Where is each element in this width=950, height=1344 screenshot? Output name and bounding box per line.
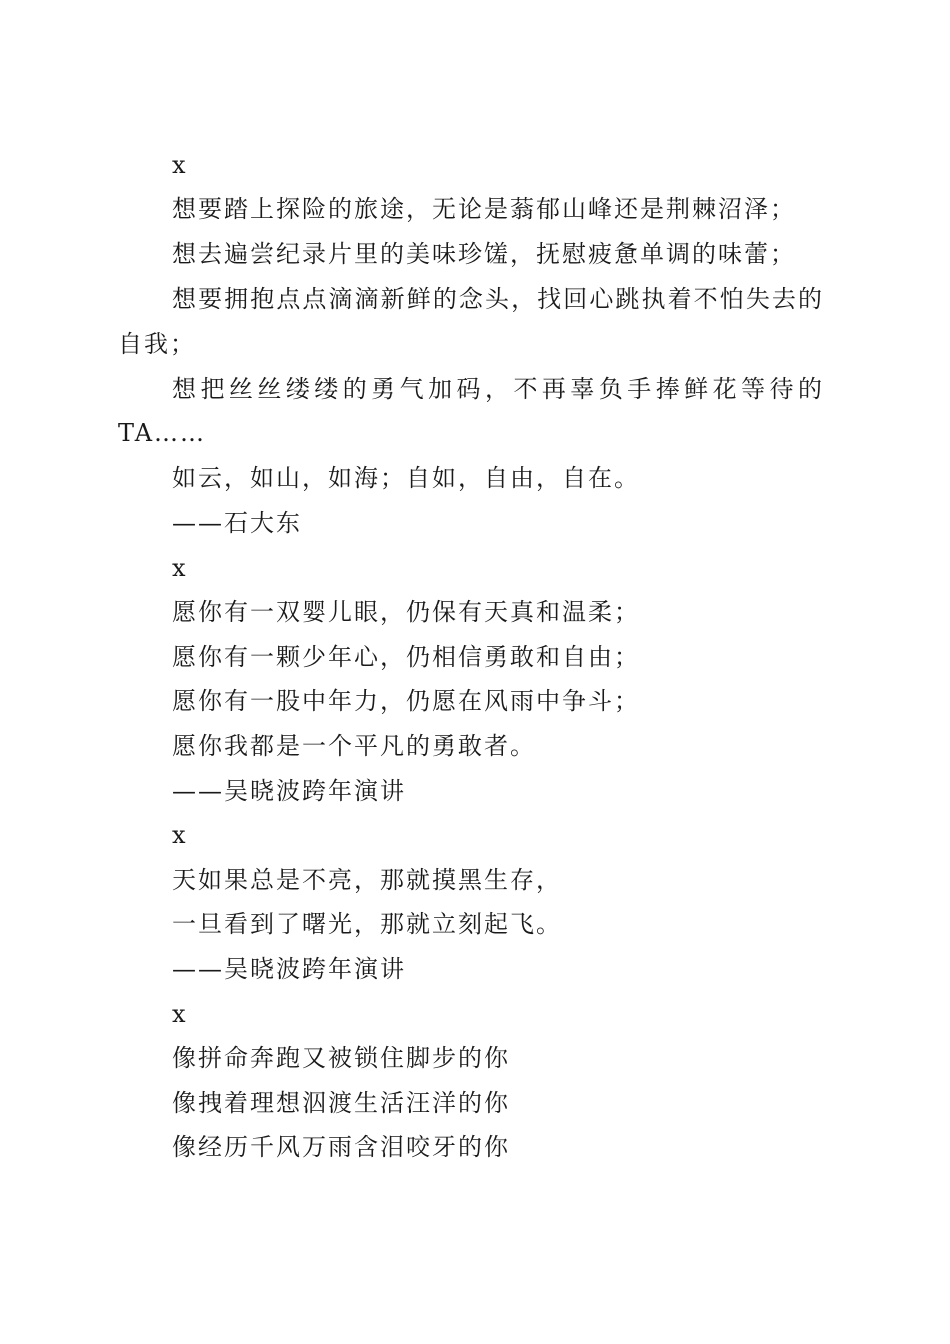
- text-line: 像经历千风万雨含泪咬牙的你: [172, 1133, 510, 1161]
- section-separator: x: [172, 821, 188, 849]
- text-line: 愿你有一双婴儿眼，仍保有天真和温柔；: [172, 598, 640, 626]
- text-line: 愿你有一颗少年心，仍相信勇敢和自由；: [172, 643, 640, 671]
- section-separator: x: [172, 1000, 188, 1028]
- text-line: 一旦看到了曙光，那就立刻起飞。: [172, 910, 562, 938]
- text-line: 想把丝丝缕缕的勇气加码，不再辜负手捧鲜花等待的: [172, 375, 822, 403]
- text-line: 像拼命奔跑又被锁住脚步的你: [172, 1044, 510, 1072]
- attribution: ——吴晓波跨年演讲: [172, 777, 406, 805]
- text-line: 想要踏上探险的旅途，无论是蓊郁山峰还是荆棘沼泽；: [172, 195, 796, 223]
- text-line: 愿你有一股中年力，仍愿在风雨中争斗；: [172, 687, 640, 715]
- text-line: 天如果总是不亮，那就摸黑生存，: [172, 866, 562, 894]
- text-line: 想要拥抱点点滴滴新鲜的念头，找回心跳执着不怕失去的: [172, 285, 822, 313]
- section-separator: x: [172, 554, 188, 582]
- text-line: 愿你我都是一个平凡的勇敢者。: [172, 732, 536, 760]
- text-line: 如云，如山，如海；自如，自由，自在。: [172, 464, 640, 492]
- text-line: 想去遍尝纪录片里的美味珍馐，抚慰疲惫单调的味蕾；: [172, 240, 796, 268]
- text-line: 像拽着理想泅渡生活汪洋的你: [172, 1089, 510, 1117]
- attribution: ——吴晓波跨年演讲: [172, 955, 406, 983]
- text-line: 自我；: [118, 330, 196, 358]
- attribution: ——石大东: [172, 509, 302, 537]
- text-line: TA……: [118, 419, 207, 447]
- section-separator: x: [172, 151, 188, 179]
